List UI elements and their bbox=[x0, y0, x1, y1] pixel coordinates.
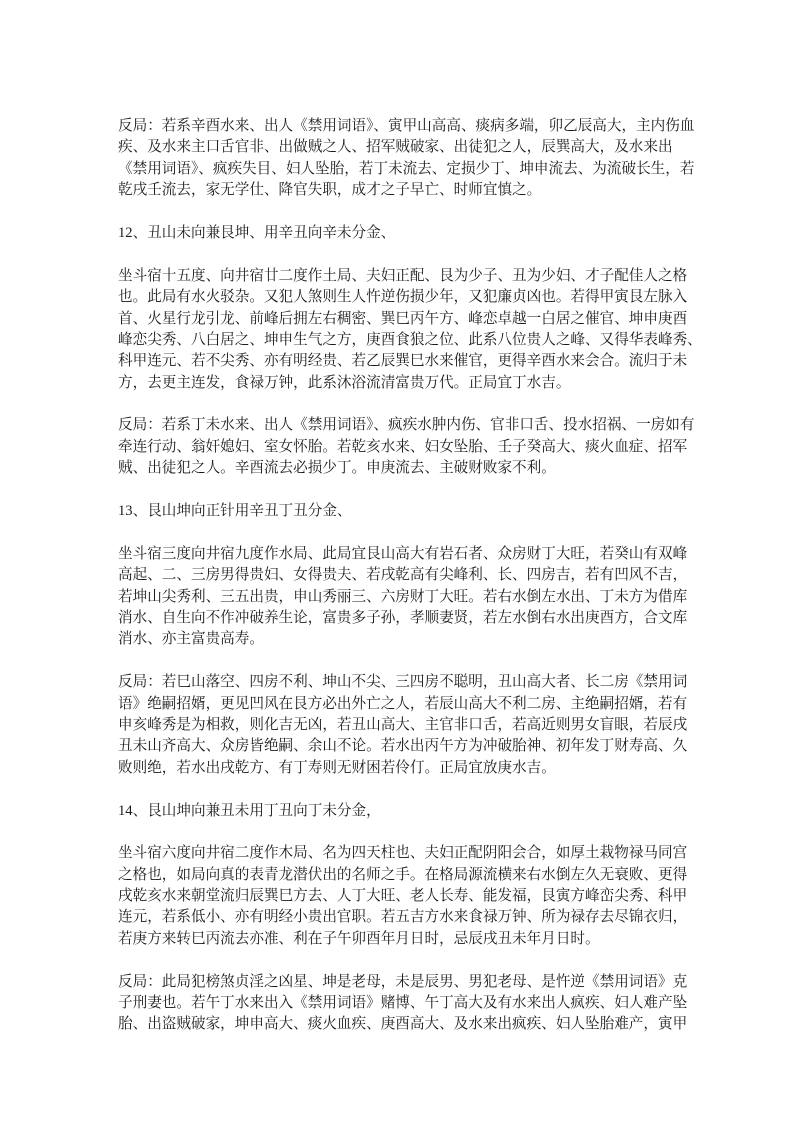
text-line: 疾、及水来主口舌官非、出做贼之人、招军贼破家、出徒犯之人，辰巽高大，及水来出 bbox=[118, 139, 673, 156]
body-paragraph bbox=[118, 843, 688, 950]
text-line: 峰恋尖秀、八白居之、坤申生气之方，庚酉食狼之位、此系八位贵人之峰、又得华表峰秀、 bbox=[118, 331, 702, 348]
reverse-layout-paragraph bbox=[118, 672, 688, 779]
text-line: 贼、出徒犯之人。辛酉流去必损少丁。申庚流去、主破财败家不利。 bbox=[118, 460, 556, 477]
text-line: 反局：若巳山落空、四房不利、坤山不尖、三四房不聪明，丑山高大者、长二房《禁用词 bbox=[118, 674, 688, 691]
text-line: 胎、出盗贼破家，坤申高大、痰火血疾、庚酉高大、及水来出疯疾、妇人坠胎难产，寅甲 bbox=[118, 1016, 688, 1033]
text-line: 坐斗宿六度向井宿二度作木局、名为四天柱也、夫妇正配阴阳会合，如厚土栽物禄马同宫 bbox=[118, 845, 688, 862]
section-heading bbox=[118, 501, 688, 522]
text-line: 12、丑山未向兼艮坤、用辛丑向辛未分金、 bbox=[118, 224, 396, 241]
text-line: 牵连行动、翁奸媳妇、室女怀胎。若乾亥水来、妇女坠胎、壬子癸高大、痰火血症、招军 bbox=[118, 438, 688, 455]
text-line: 若庚方来转巳丙流去亦准、利在子午卯酉年月日时，忌辰戌丑未年月日时。 bbox=[118, 930, 600, 947]
body-paragraph bbox=[118, 266, 702, 394]
reverse-layout-paragraph bbox=[118, 415, 695, 479]
text-line: 14、艮山坤向兼丑未用丁丑向丁未分金， bbox=[118, 802, 381, 819]
section-heading bbox=[118, 801, 688, 822]
text-line: 反局：若系丁未水来、出人《禁用词语》、疯疾水肿内伤、官非口舌、投水招祸、一房如有 bbox=[118, 417, 695, 434]
text-line: 语》绝嗣招婿，更见凹风在艮方必出外亡之人，若辰山高大不利二房、主绝嗣招婿，若有 bbox=[118, 695, 688, 712]
reverse-layout-paragraph bbox=[118, 972, 688, 1036]
text-line: 首、火星行龙引龙、前峰后拥左右稠密、巽巳丙午方、峰恋卓越一白居之催官、坤申庚酉 bbox=[118, 310, 688, 327]
body-paragraph bbox=[118, 544, 688, 651]
text-line: 若坤山尖秀利、三五出贵，申山秀丽三、六房财丁大旺。若右水倒左水出、丁未方为借库 bbox=[118, 588, 688, 605]
text-line: 消水、亦主富贵高寿。 bbox=[118, 631, 264, 648]
text-line: 也。此局有水火驳杂。又犯人煞则生人忤逆伤损少年，又犯廉贞凶也。若得甲寅艮左脉入 bbox=[118, 289, 688, 306]
text-line: 连元，若系低小、亦有明经小贵出官职。若五吉方水来食禄万钟、所为禄存去尽锦衣归， bbox=[118, 909, 688, 926]
text-line: 13、艮山坤向正针用辛丑丁丑分金、 bbox=[118, 503, 352, 520]
reverse-layout-paragraph bbox=[118, 116, 695, 202]
text-line: 之格也，如局向真的表青龙潜伏出的名师之手。在格局源流横来右水倒左久无衰败、更得 bbox=[118, 866, 688, 883]
document-body bbox=[118, 116, 702, 1057]
text-line: 子刑妻也。若午丁水来出入《禁用词语》赌博、午丁高大及有水来出人疯疾、妇人难产坠 bbox=[118, 995, 688, 1012]
text-line: 反局：此局犯榜煞贞淫之凶星、坤是老母，未是辰男、男犯老母、是忤逆《禁用词语》克 bbox=[118, 973, 688, 990]
text-line: 坐斗宿三度向井宿九度作水局、此局宜艮山高大有岩石者、众房财丁大旺，若癸山有双峰 bbox=[118, 545, 688, 562]
text-line: 乾戌壬流去，家无学仕、降官失职，成才之子早亡、时师宜慎之。 bbox=[118, 182, 542, 199]
text-line: 丑未山齐高大、众房皆绝嗣、余山不论。若水出丙午方为冲破胎神、初年发丁财寿高、久 bbox=[118, 738, 688, 755]
text-line: 消水、自生向不作冲破养生论，富贵多子孙，孝顺妻贤，若左水倒右水出庚酉方，合文库 bbox=[118, 609, 688, 626]
text-line: 方，去更主连发，食禄万钟，此系沐浴流清富贵万代。正局宜丁水吉。 bbox=[118, 374, 571, 391]
text-line: 科甲连元、若不尖秀、亦有明经贵、若乙辰巽巳水来催官，更得辛酉水来会合。流归于未 bbox=[118, 353, 688, 370]
text-line: 《禁用词语》、疯疾失目、妇人坠胎，若丁未流去、定损少丁、坤申流去、为流破长生，若 bbox=[118, 160, 695, 177]
text-line: 坐斗宿十五度、向井宿廿二度作土局、夫妇正配、艮为少子、丑为少妇、才子配佳人之格 bbox=[118, 267, 688, 284]
section-heading bbox=[118, 223, 688, 244]
text-line: 戌乾亥水来朝堂流归辰巽巳方去、人丁大旺、老人长寿、能发福，艮寅方峰峦尖秀、科甲 bbox=[118, 888, 688, 905]
text-line: 败则绝，若水出戌乾方、有丁寿则无财困若伶仃。正局宜放庚水吉。 bbox=[118, 759, 556, 776]
text-line: 反局：若系辛酉水来、出人《禁用词语》、寅甲山高高、痰病多端，卯乙辰高大，主内伤血 bbox=[118, 118, 695, 134]
text-line: 申亥峰秀是为相救，则化吉无凶，若丑山高大、主官非口舌，若高近则男女盲眼，若辰戌 bbox=[118, 716, 688, 733]
text-line: 高起、二、三房男得贵妇、女得贵夫、若戌乾高有尖峰利、长、四房吉，若有凹风不吉， bbox=[118, 567, 688, 584]
